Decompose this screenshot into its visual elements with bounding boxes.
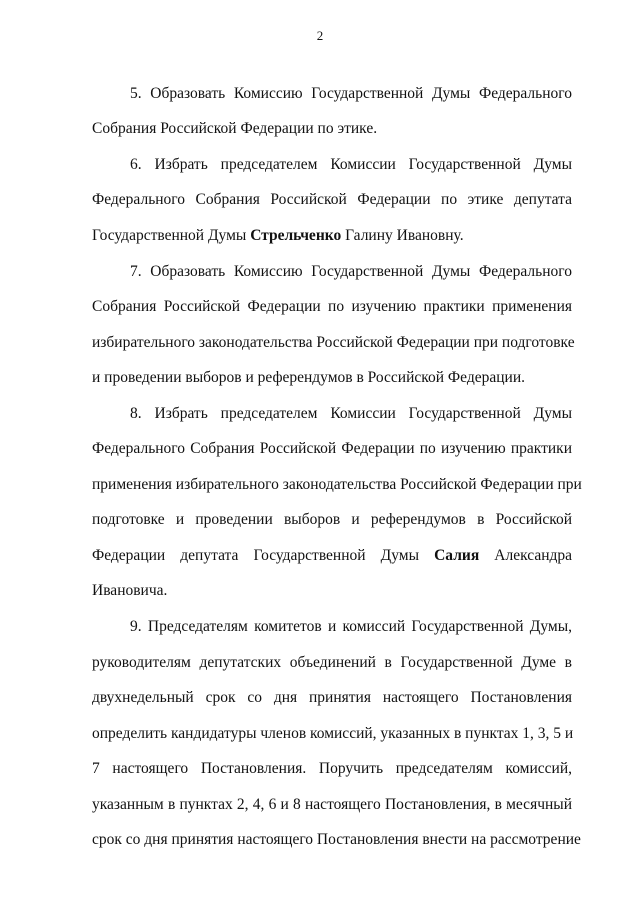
paragraph-6-line-1: 6. Избрать председателем Комиссии Государственной Думы: [130, 156, 572, 173]
paragraph-9-line-3: двухнедельный срок со дня принятия настоящего Постановления: [92, 689, 572, 706]
paragraph-8-line-1: 8. Избрать председателем Комиссии Государственной Думы: [130, 405, 572, 422]
paragraph-7-line-4: и проведении выборов и референдумов в Российской Федерации.: [92, 369, 526, 386]
paragraph-9-line-1: 9. Председателям комитетов и комиссий Государственной Думы,: [130, 618, 572, 635]
deputy-name-strelchenko: Стрельченко: [250, 227, 342, 244]
page-number: 2: [316, 28, 324, 43]
paragraph-8-line-5-tail: Александра: [479, 547, 573, 564]
paragraph-8-line-6: Ивановича.: [92, 582, 168, 599]
paragraph-5-line-2: Собрания Российской Федерации по этике.: [92, 120, 378, 137]
deputy-name-saliy: Салия: [434, 547, 480, 564]
paragraph-7-line-1: 7. Образовать Комиссию Государственной Думы Федерального: [130, 263, 572, 280]
paragraph-8-line-3: применения избирательного законодательства Российской Федерации при: [92, 476, 582, 493]
paragraph-8-line-4: подготовке и проведении выборов и референдумов в Российской: [92, 511, 572, 528]
paragraph-6-line-3-text: Государственной Думы: [92, 227, 251, 244]
paragraph-8-line-5: [92, 546, 572, 566]
paragraph-6-line-3-tail: Галину Ивановну.: [341, 227, 464, 244]
paragraph-9-line-2: руководителям депутатских объединений в Государственной Думе в: [92, 654, 572, 671]
paragraph-8-line-5-text: Федерации депутата Государственной Думы: [92, 547, 435, 564]
paragraph-7-line-2: Собрания Российской Федерации по изучению практики применения: [92, 298, 572, 315]
paragraph-7-line-3: избирательного законодательства Российской Федерации при подготовке: [92, 334, 575, 351]
paragraph-5-line-1: 5. Образовать Комиссию Государственной Думы Федерального: [130, 85, 572, 102]
paragraph-9-line-6: указанным в пунктах 2, 4, 6 и 8 настоящего Постановления, в месячный: [92, 796, 572, 813]
paragraph-9-line-5: 7 настоящего Постановления. Поручить председателям комиссий,: [92, 760, 572, 777]
paragraph-8-line-2: Федерального Собрания Российской Федерации по изучению практики: [92, 440, 572, 457]
paragraph-9-line-4: определить кандидатуры членов комиссий, указанных в пунктах 1, 3, 5 и: [92, 725, 574, 742]
paragraph-6-line-3: [92, 226, 464, 246]
paragraph-6-line-2: Федерального Собрания Российской Федерации по этике депутата: [92, 191, 572, 208]
paragraph-9-line-7: срок со дня принятия настоящего Постановления внести на рассмотрение: [92, 831, 581, 848]
